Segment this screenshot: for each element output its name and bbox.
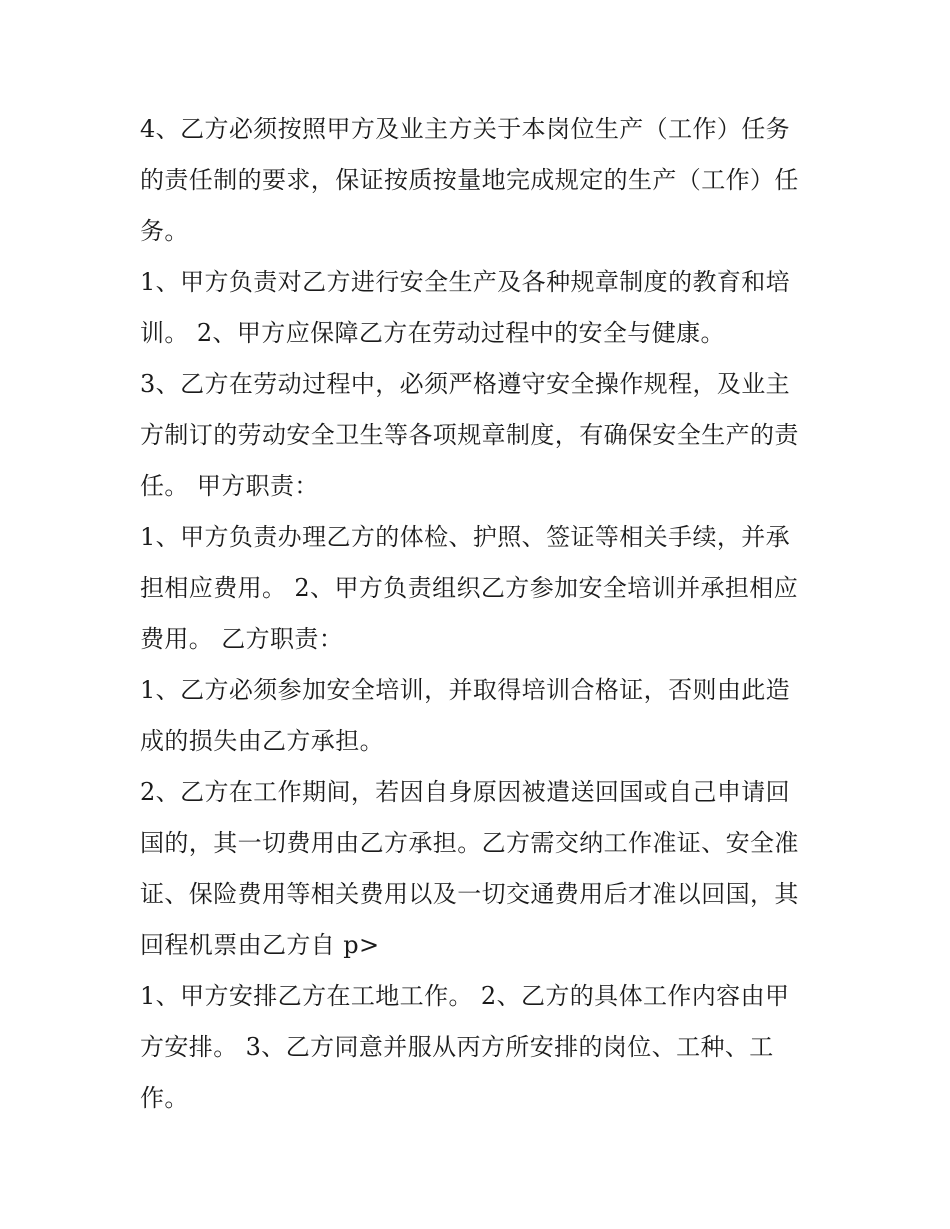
document-body — [140, 104, 812, 1124]
paragraph-2 — [140, 257, 812, 359]
text-line: 回程机票由乙方自 p> — [140, 931, 380, 959]
text-line: 担相应费用。 2、甲方负责组织乙方参加安全培训并承担相应 — [140, 574, 799, 602]
text-line: 证、保险费用等相关费用以及一切交通费用后才准以回国，其 — [140, 880, 799, 908]
text-line: 的责任制的要求，保证按质按量地完成规定的生产（工作）任 — [140, 166, 799, 194]
text-line: 费用。 乙方职责： — [140, 625, 344, 653]
text-line: 成的损失由乙方承担。 — [140, 727, 384, 755]
text-line: 2、乙方在工作期间，若因自身原因被遣送回国或自己申请回 — [140, 778, 791, 806]
paragraph-3 — [140, 359, 812, 512]
text-line: 务。 — [140, 217, 189, 245]
text-line: 作。 — [140, 1084, 189, 1112]
paragraph-4 — [140, 512, 812, 665]
paragraph-5 — [140, 665, 812, 767]
paragraph-6 — [140, 767, 812, 971]
text-line: 任。 甲方职责： — [140, 472, 319, 500]
text-line: 1、乙方必须参加安全培训，并取得培训合格证，否则由此造 — [140, 676, 791, 704]
text-line: 4、乙方必须按照甲方及业主方关于本岗位生产（工作）任务 — [140, 115, 791, 143]
text-line: 1、甲方负责办理乙方的体检、护照、签证等相关手续，并承 — [140, 523, 791, 551]
paragraph-1 — [140, 104, 812, 257]
text-line: 1、甲方负责对乙方进行安全生产及各种规章制度的教育和培 — [140, 268, 791, 296]
text-line: 训。 2、甲方应保障乙方在劳动过程中的安全与健康。 — [140, 319, 725, 347]
text-line: 方制订的劳动安全卫生等各项规章制度，有确保安全生产的责 — [140, 421, 799, 449]
text-line: 方安排。 3、乙方同意并服从丙方所安排的岗位、工种、工 — [140, 1033, 774, 1061]
text-line: 国的，其一切费用由乙方承担。乙方需交纳工作准证、安全准 — [140, 829, 799, 857]
text-line: 3、乙方在劳动过程中，必须严格遵守安全操作规程，及业主 — [140, 370, 791, 398]
paragraph-7 — [140, 971, 812, 1124]
text-line: 1、甲方安排乙方在工地工作。 2、乙方的具体工作内容由甲 — [140, 982, 790, 1010]
